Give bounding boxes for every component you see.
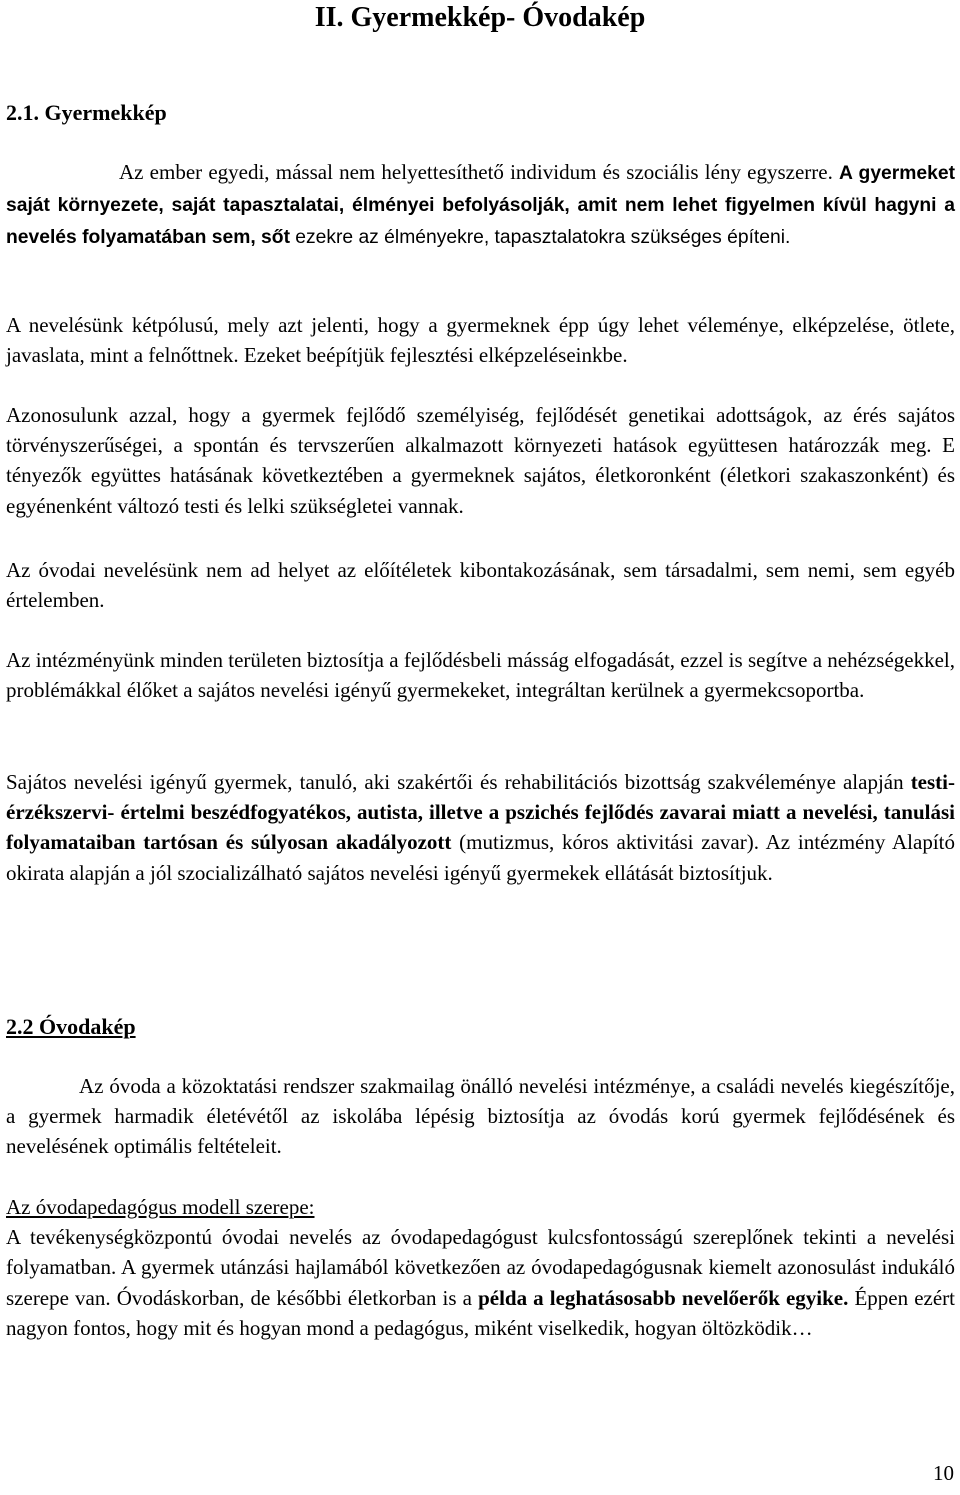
section-heading-gyermekkep: 2.1. Gyermekkép <box>6 100 167 125</box>
sni-text-end: (mutizmus, kóros aktivitási zavar). Az intézmény Alapító okirata alapján a jól szocializálható sajátos nevelési igényű gyermekek ellátását biztosítjuk. <box>6 830 955 885</box>
section-heading-ovodakep: 2.2 Óvodakép <box>6 1014 136 1039</box>
subheading-modell: Az óvodapedagógus modell szerepe: <box>6 1195 315 1219</box>
intro-rest-text: ezekre az élményekre, tapasztalatokra szükséges építeni. <box>295 227 791 249</box>
sni-text-start: Sajátos nevelési igényű gyermek, tanuló, aki szakértői és rehabilitációs bizottság szakvéleménye alapján <box>6 770 904 794</box>
paragraph-sni <box>6 767 955 888</box>
paragraph-azonosulunk: Azonosulunk azzal, hogy a gyermek fejlődő személyiség, fejlődését genetikai adottságok, az érés sajátos törvényszerűségei, a spontán és tervszerűen alkalmazott környezeti hatások együttesen határozzák meg. E tényezők együttes hatásának következtében a gyermeknek sajátos, életkoronként (életkori szakaszonként) és egyénenként változó testi és lelki szükségletei vannak. <box>6 403 955 518</box>
modell-text-end: Éppen ezért nagyon fontos, hogy mit és hogyan mond a pedagógus, miként viselkedik, hogyan öltözködik… <box>6 1285 955 1340</box>
paragraph-massag: Az intézményünk minden területen biztosítja a fejlődésbeli másság elfogadását, ezzel is segítve a nehézségekkel, problémákkal élőket a sajátos nevelési igényű gyermekeket, integráltan kerülnek a gyermekcsoportba. <box>6 648 955 703</box>
paragraph-intro <box>6 157 955 254</box>
modell-text-start: A tevékenységközpontú óvodai nevelés az óvodapedagógust kulcsfontosságú szereplőnek tekinti a nevelési folyamatban. A gyermek utánzási hajlamából következően az óvodapedagógusnak kiemelt azonosulást indukáló szerepe van. Óvodáskorban, de későbbi életkorban is a <box>6 1225 955 1310</box>
modell-bold-text: példa a leghatásosabb nevelőerők egyike. <box>478 1285 849 1310</box>
paragraph-ketpolusu: A nevelésünk kétpólusú, mely azt jelenti, hogy a gyermeknek épp úgy lehet véleménye, elképzelése, ötlete, javaslata, mint a felnőttnek. Ezeket beépítjük fejlesztési elképzeléseinkbe. <box>6 313 955 368</box>
sni-bold-text: testi- érzékszervi- értelmi beszédfogyatékos, autista, illetve a pszichés fejlődés zavarai miatt a nevelési, tanulási folyamataiban tartósan és súlyosan akadályozott <box>6 770 955 855</box>
page-title: II. Gyermekkép- Óvodakép <box>314 2 646 33</box>
intro-bold-text: A gyermeket saját környezete, saját tapasztalatai, élményei befolyásolják, amit nem lehet figyelmen kívül hagyni a nevelés folyamatában sem, sőt <box>6 163 956 249</box>
paragraph-ovoda <box>6 1071 955 1162</box>
paragraph-eloiteletek: Az óvodai nevelésünk nem ad helyet az előítéletek kibontakozásának, sem társadalmi, sem nemi, sem egyéb értelemben. <box>6 558 955 613</box>
intro-text: Az ember egyedi, mással nem helyettesíthető individum és szociális lény egyszerre. <box>119 160 833 184</box>
page-number: 10 <box>933 1461 954 1485</box>
paragraph-modell <box>6 1192 955 1343</box>
ovoda-text: Az óvoda a közoktatási rendszer szakmailag önálló nevelési intézménye, a családi nevelés kiegészítője, a gyermek harmadik életévétől az iskolába lépésig biztosítja az óvodás korú gyermek fejlődésének és nevelésének optimális feltételeit. <box>6 1074 955 1159</box>
